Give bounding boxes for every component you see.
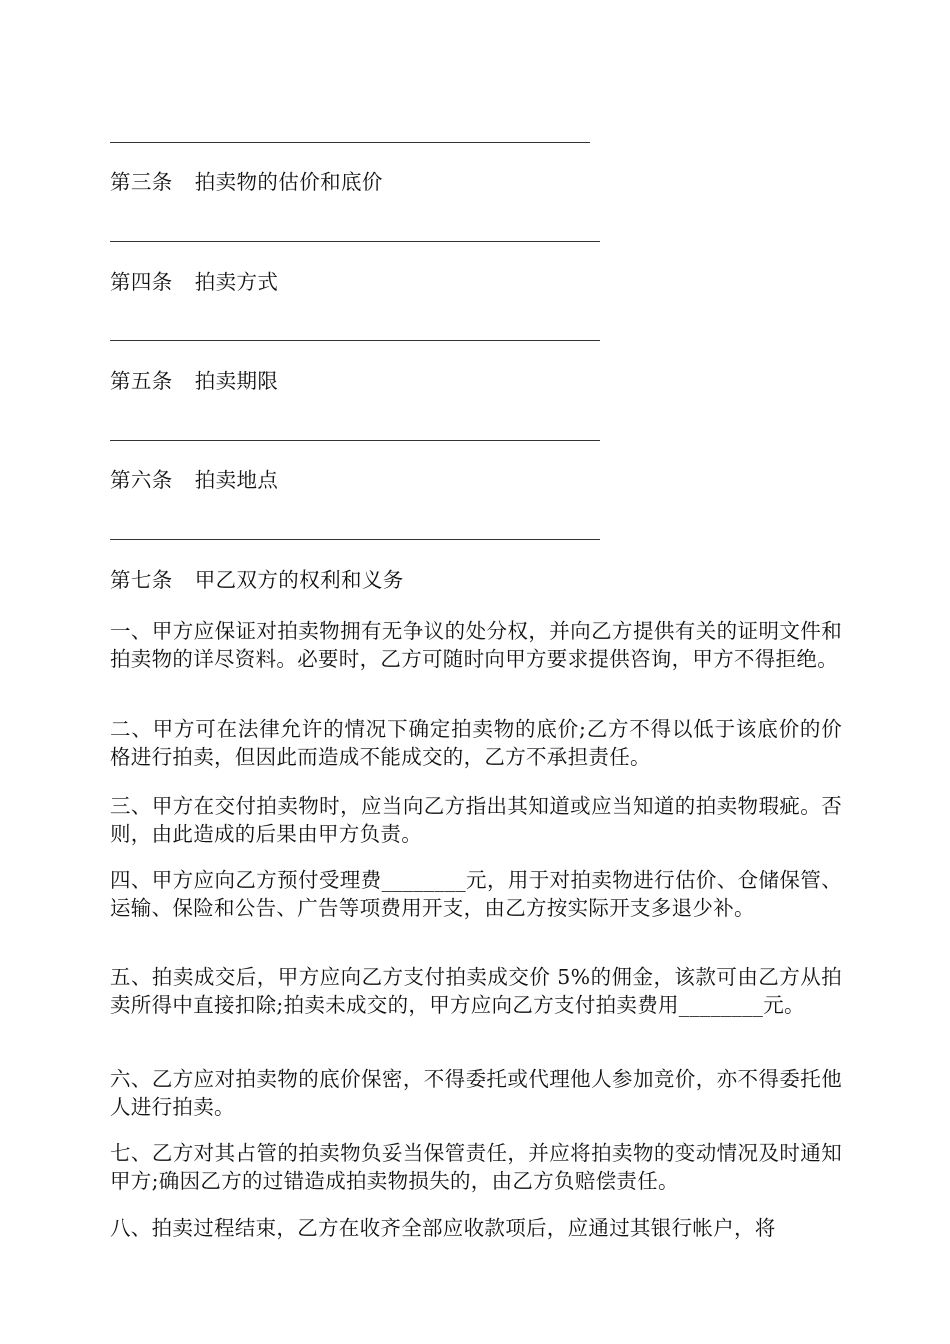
blank-line-5: [110, 440, 600, 441]
clause-6: 六、乙方应对拍卖物的底价保密，不得委托或代理他人参加竞价，亦不得委托他人进行拍卖。: [110, 1067, 842, 1119]
clause-5: 五、拍卖成交后，甲方应向乙方支付拍卖成交价 5%的佣金，该款可由乙方从拍卖所得中直接扣除;拍卖未成交的，甲方应向乙方支付拍卖费用________元。: [110, 965, 842, 1017]
article-title: 甲乙双方的权利和义务: [194, 568, 404, 592]
article-number: 第七条: [110, 568, 173, 592]
blank-line-6: [110, 539, 600, 540]
clause-2: 二、甲方可在法律允许的情况下确定拍卖物的底价;乙方不得以低于该底价的价格进行拍卖，但因此而造成不能成交的，乙方不承担责任。: [110, 717, 842, 769]
article-number: 第六条: [110, 468, 173, 492]
article-5-heading: [110, 367, 278, 395]
blank-line-4: [110, 340, 600, 341]
article-title: 拍卖物的估价和底价: [194, 170, 383, 194]
article-number: 第三条: [110, 170, 173, 194]
clause-3: 三、甲方在交付拍卖物时，应当向乙方指出其知道或应当知道的拍卖物瑕疵。否则，由此造成的后果由甲方负责。: [110, 794, 842, 846]
clause-7: 七、乙方对其占管的拍卖物负妥当保管责任，并应将拍卖物的变动情况及时通知甲方;确因乙方的过错造成拍卖物损失的，由乙方负赔偿责任。: [110, 1141, 842, 1193]
article-6-heading: [110, 466, 278, 494]
article-title: 拍卖期限: [194, 369, 279, 393]
article-number: 第五条: [110, 369, 173, 393]
clause-1: 一、甲方应保证对拍卖物拥有无争议的处分权，并向乙方提供有关的证明文件和拍卖物的详尽资料。必要时，乙方可随时向甲方要求提供咨询，甲方不得拒绝。: [110, 619, 842, 671]
article-number: 第四条: [110, 270, 173, 294]
article-4-heading: [110, 268, 278, 296]
clause-4: 四、甲方应向乙方预付受理费________元，用于对拍卖物进行估价、仓储保管、运输、保险和公告、广告等项费用开支，由乙方按实际开支多退少补。: [110, 868, 842, 920]
clause-8: 八、拍卖过程结束，乙方在收齐全部应收款项后，应通过其银行帐户，将: [110, 1216, 776, 1240]
blank-line-top: [110, 142, 590, 143]
article-title: 拍卖地点: [194, 468, 279, 492]
article-3-heading: [110, 168, 383, 196]
article-title: 拍卖方式: [194, 270, 279, 294]
blank-line-3: [110, 241, 600, 242]
article-7-heading: [110, 566, 404, 594]
